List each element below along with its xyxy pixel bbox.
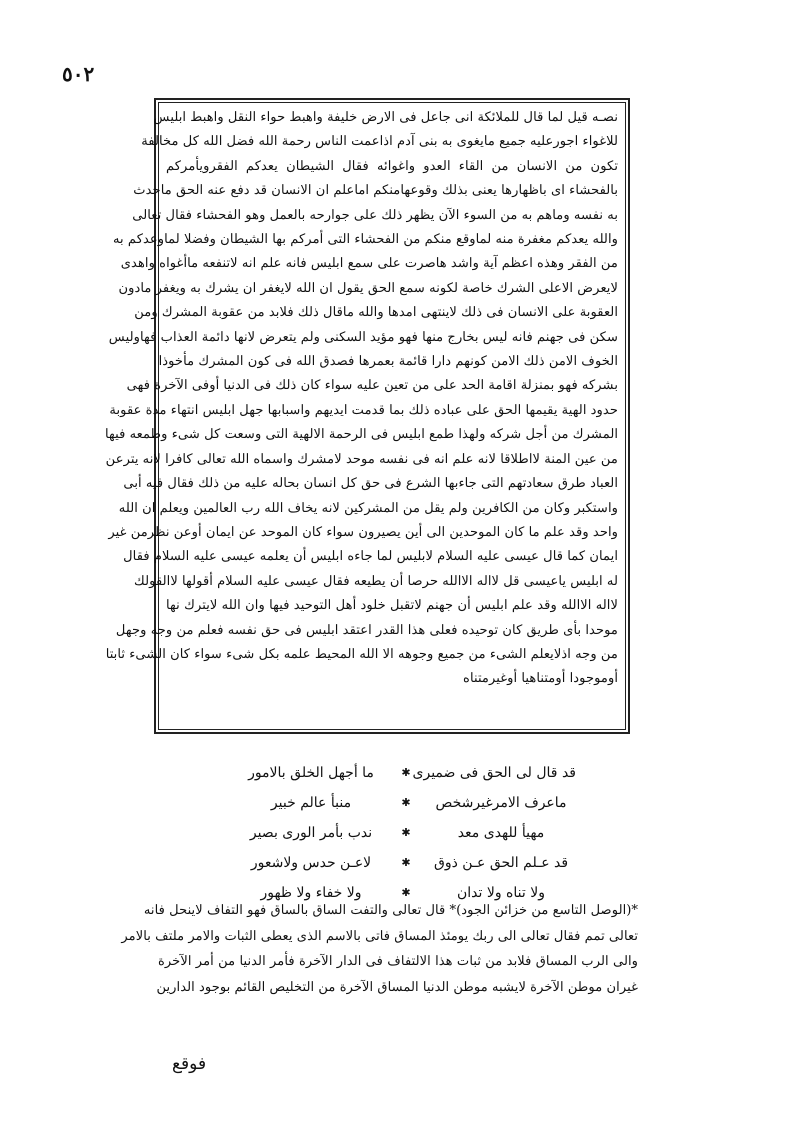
text-line: موحدا بأى طريق كان توحيده فعلى هذا القدر اعتقد ابليس فى حق نفسه فعلم من وجه وجهل [115,622,618,638]
verse-second-hemistich: منبأ عالم خبير [270,795,352,811]
verse-first-hemistich: مهيأ للهدى معد [457,825,545,841]
text-line: والله يعدكم مغفرة منه لماوقع منكم من الفحشاء التى أمركم بها الشيطان وفضلا لماوعدكم به [112,232,618,248]
verse-first-hemistich: ماعرف الامرغيرشخص [435,795,567,811]
section-text-block [121,898,638,1000]
section-line: والى الرب المساق فلابد من ثبات هذا الالتفاف فى الدار الآخرة فأمر الدنيا من أمر الآخرة [158,954,638,969]
text-line: ايمان كما قال عيسى عليه السلام لابليس لما جاءه ابليس أن يعلمه عيسى عليه السلام فقال [123,549,618,565]
text-line: به نفسه وماهم به من السوء الآن يظهر ذلك على جوارحه بالعمل وهو الفحشاء فقال تعالى [132,207,618,223]
section-line: تعالى تمم فقال تعالى الى ربك يومئذ المساق فاتى بالاسم الذى يعطى الثبات والامر ملتف بالامر [121,928,638,944]
text-line: نصـه قيل لما قال للملائكة انى جاعل فى الارض خليفة واهبط حواء النقل واهبط ابليس [153,110,618,125]
verse-second-hemistich: ولا خفاء ولا ظهور [260,885,362,901]
verse-second-hemistich: ندب بأمر الورى بصير [249,825,373,841]
text-line-last: أوموجودا أومتناهيا أوغيرمتناه [463,671,618,687]
text-line: حدود الهية يقيمها الحق على عباده ذلك بما قدمت ايديهم واسبابها جهل ابليس انتهاء مدة عقوبة [109,402,618,418]
main-text-block [105,106,618,692]
section-line: غيران موطن الآخرة لايشبه موطن الدنيا المساق الآخرة من التخليص القائم بوجود الدارين [156,979,638,995]
text-line: للاغواء اجورعليه جميع مايغوى به بنى آدم اذاعمت الناس رحمة الله فضل الله كل مخالفة [141,134,618,150]
text-line: بالفحشاء اى باظهارها يعنى بذلك وقوعهامنكم اماعلم ان الانسان قد دفع عنه الحق ماحدث [133,183,618,199]
text-line: الخوف الامن ذلك الامن كونهم دارا قائمة بعمرها فصدق الله فى كون المشرك مأخوذا [158,354,618,370]
catchword: فوقع [172,1054,207,1074]
verse-first-hemistich: قد قال لى الحق فى ضميرى [412,765,576,781]
poem-verse [236,818,576,848]
text-line: المشرك من أجل شركه ولهذا طمع ابليس فى الرحمة الالهية التى وسعت كل شىء وطمعه فيها [105,427,618,443]
text-line: لايعرض الاعلى الشرك خاصة لكونه سمع الحق يقول ان الله لايغفر ان يشرك به ويغفر مادون [118,280,618,296]
verse-second-hemistich: ما أجهل الخلق بالامور [248,765,374,781]
text-line: بشركه فهو بمنزلة اقامة الحد على من تعين عليه سواء كان ذلك فى الدنيا أوفى الآخرة فهى [126,378,618,394]
text-line: واحد وقد علم ما كان الموحدين الى أين يصيرون سواء كان الموحد عن ايمان أوعن نظرمن غير [108,524,618,540]
text-line: له ابليس ياعيسى قل لااله الاالله حرصا أن يطيعه فقال عيسى عليه السلام أقولها لاالقولك [134,573,618,589]
text-line: تكون من الانسان من القاء العدو واغوائه فقال الشيطان يعدكم الفقرويأمركم [166,158,618,174]
verse-separator-star: ✱ [401,796,411,809]
verse-first-hemistich: ولا تناه ولا تدان [457,885,545,901]
section-line: *(الوصل التاسع من خزائن الجود)* قال تعالى والتفت الساق بالساق فهو التفاف لاينحل فانه [143,903,638,918]
poem-verse [236,788,576,818]
verse-separator-star: ✱ [401,766,411,779]
verse-separator-star: ✱ [401,856,411,869]
poem-verse [236,848,576,878]
page-number: ٥٠٢ [62,62,95,86]
verse-first-hemistich: قد عـلم الحق عـن ذوق [433,855,569,871]
poem-block [236,758,576,908]
text-line: العباد طرق سعادتهم التى جاءبها الشرع فى حق كل انسان بحاله عليه من ذلك فقال فيه أبى [123,476,618,492]
text-line: لااله الاالله وقد علم ابليس أن جهنم لاتقبل خلود أهل التوحيد فيها وان الله لايترك نها [166,598,618,614]
text-line: واستكبر وكان من الكافرين ولم يقل من المشركين لانه يخاف الله رب العالمين ويعلم ان الله [118,500,618,516]
verse-separator-star: ✱ [401,886,411,899]
verse-separator-star: ✱ [401,826,411,839]
text-line: من عين المنة لااطلاقا لانه علم انه فى نفسه موحد لامشرك واسماه الله تعالى كافرا لانه يترعن [105,451,618,467]
text-line: من وجه اذلايعلم الشىء من جميع وجوهه الا الله المحيط علمه بكل شىء سواء كان الشىء ثابتا [105,646,618,662]
verse-second-hemistich: لاعـن حدس ولاشعور [250,855,372,871]
text-line: من الفقر وهذه اعظم آية واشد هاصرت على سمع ابليس فانه علم انه لاتنفعه ماأغواه واهدى [120,256,618,272]
text-line: العقوبة على الانسان فى ذلك لاينتهى امدها والله ماقال ذلك فلابد من عقوبة المشرك ومن [134,305,618,321]
poem-verse [236,758,576,788]
text-line: سكن فى جهنم فانه ليس بخارج منها فهو مؤيد السكنى ولم يتعرض لانها دائمة العذاب فهاوليس [108,329,618,345]
